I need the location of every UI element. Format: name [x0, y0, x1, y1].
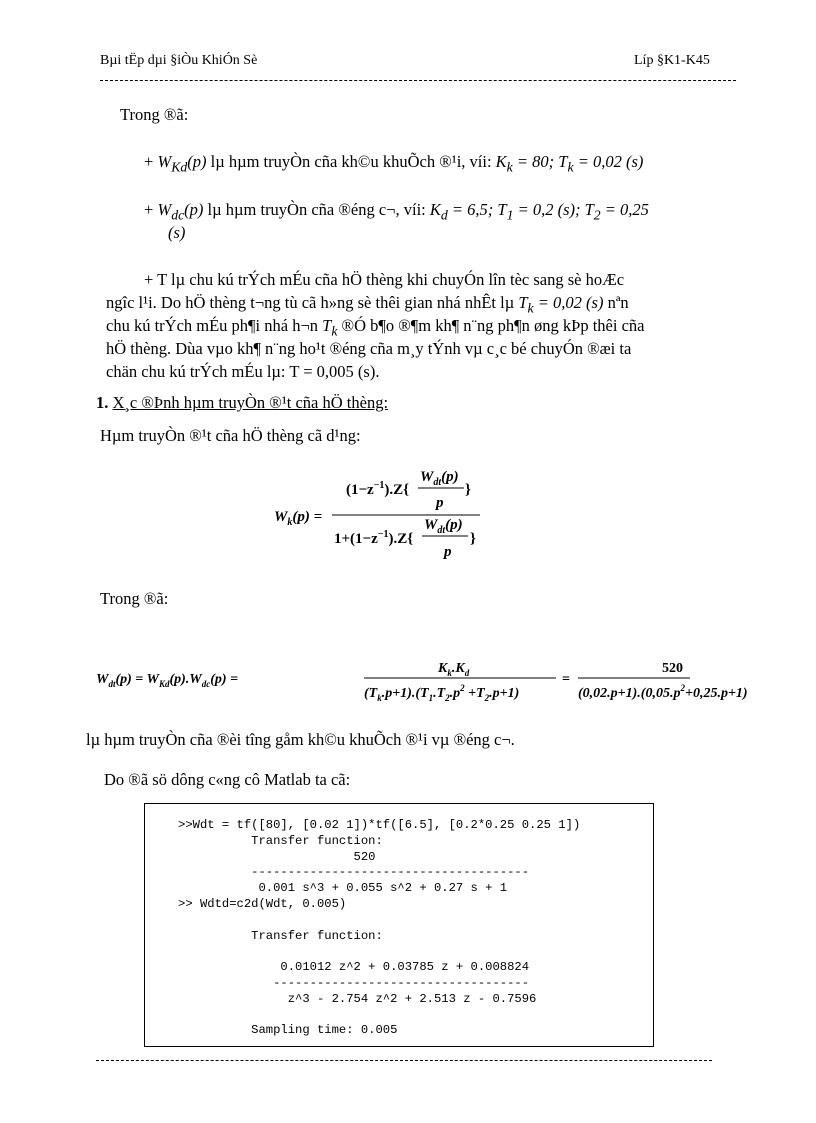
bullet-1-params-2: = 0,02 (s): [573, 152, 644, 171]
para-line-3-t: T: [322, 316, 332, 335]
para-line-3-t-sub: k: [331, 323, 338, 339]
matlab-line: 520: [178, 849, 376, 864]
bullet-2-symbol: W: [157, 200, 172, 219]
para-line-1: + T lµ chu kú trÝch mÉu cña hÖ thèng khi chuyÓn lîn tèc sang sè hoÆc: [144, 270, 625, 289]
matlab-line: Transfer function:: [178, 928, 383, 943]
bullet-2-marker: +: [144, 200, 158, 219]
matlab-line: Transfer function:: [178, 833, 383, 848]
para-line-2d: nªn: [603, 293, 629, 312]
bullet-1-k: K: [495, 152, 507, 171]
bullet-1-k-sub: k: [506, 159, 513, 175]
matlab-line: 0.01012 z^2 + 0.03785 z + 0.008824: [178, 960, 530, 975]
f1-num-close: }: [465, 482, 471, 498]
matlab-line: Sampling time: 0.005: [178, 1023, 398, 1038]
do-do-text: Do ®ã sö dông c«ng cô Matlab ta cã:: [104, 770, 351, 789]
bullet-2-t2-rest: = 0,25: [600, 200, 649, 219]
matlab-line: >>Wdt = tf([80], [0.02 1])*tf([6.5], [0.2*0.25 0.25 1]): [178, 818, 581, 832]
para-line-3a: chu kú trÝch mÉu ph¶i nhá h¬n: [106, 316, 323, 335]
bullet-1-sub: Kd: [171, 159, 188, 175]
matlab-line: 0.001 s^3 + 0.055 s^2 + 0.27 s + 1: [178, 881, 508, 896]
f1-lhs: $W_k(p)$ =: [274, 509, 323, 528]
bullet-1: [144, 151, 643, 178]
para-line-3c: ®Ó b¶o ®¶m kh¶ n¨ng ph¶n øng kÞp thêi cña: [337, 316, 645, 335]
formula-closed-loop: [260, 465, 520, 575]
bullet-2-t1-sub: 1: [506, 207, 514, 223]
para-line-4: hÖ thèng. Dùa vµo kh¶ n¨ng ho¹t ®éng cña m¸y tÝnh vµ c¸c bé chuyÓn ®æi ta: [106, 339, 632, 358]
bullet-1-t-sub: k: [567, 159, 574, 175]
bullet-2-sub: dc: [171, 207, 185, 223]
bullet-1-symbol: W: [157, 152, 172, 171]
f2-num2: 520: [662, 661, 683, 676]
bullet-2-k: K: [429, 200, 441, 219]
para-line-2a: ngîc l¹i. Do hÖ thèng t¬ng tù cã h»ng sè thêi gian nhá nhÊt lµ: [106, 293, 519, 312]
section-number: 1.: [96, 393, 109, 412]
f1-den-close: }: [470, 531, 476, 547]
bullet-1-marker: +: [144, 152, 158, 171]
para-line-2-t-sub: k: [527, 300, 534, 316]
f2-den1: $(T_k.p+1).(T_1.T_2.p^2 +T_2.p+1)$: [364, 683, 520, 703]
f1-num-left: $(1-z^{-1}).Z${: [346, 480, 410, 498]
f1-den-frac-top: $W_{dt}(p)$: [424, 517, 463, 536]
formula-plant: [94, 650, 748, 706]
bullet-1-params: = 80; T: [512, 152, 568, 171]
trong-do-2: Trong ®ã:: [100, 589, 169, 608]
bullet-2-arg: (p): [184, 200, 204, 219]
bullet-1-text: lµ hµm truyÒn cña kh©u khuÕch ®¹i, víi:: [206, 152, 496, 171]
header-divider: [100, 80, 736, 81]
f1-num-frac-top: $W_{dt}(p)$: [420, 469, 459, 488]
header-right: Líp §K1-K45: [634, 53, 710, 68]
bullet-1-arg: (p): [187, 152, 207, 171]
matlab-line: z^3 - 2.754 z^2 + 2.513 z - 0.7596: [178, 991, 537, 1006]
header-left: Bµi tËp dµi §iÒu KhiÓn Sè: [100, 53, 258, 68]
f2-num1: $K_k.K_d$: [438, 661, 470, 678]
f1-den-left: $1+(1-z^{-1}).Z${: [334, 529, 414, 547]
bullet-2-text: lµ hµm truyÒn cña ®éng c¬, víi:: [203, 200, 430, 219]
bullet-2-t1-rest: = 0,2 (s); T: [513, 200, 594, 219]
la-ham-text: lµ hµm truyÒn cña ®èi tîng gåm kh©u khuÕch ®¹i vµ ®éng c¬.: [86, 730, 515, 749]
section-heading: [96, 392, 388, 414]
para-line-5: chän chu kú trÝch mÉu lµ: T = 0,005 (s).: [106, 362, 380, 381]
section-title: X¸c ®Þnh hµm truyÒn ®¹t cña hÖ thèng:: [112, 393, 389, 412]
f1-den-frac-bottom: p: [444, 544, 452, 560]
para-line-2-value: = 0,02 (s): [533, 293, 604, 312]
bullet-2-line2: (s): [168, 223, 186, 242]
f1-num-frac-bottom: p: [436, 495, 444, 511]
footer-divider: [96, 1060, 712, 1061]
f2-lhs: $W_{dt}(p) = W_{Kd}(p).W_{dc}(p)$ =: [96, 672, 239, 689]
matlab-output: [178, 818, 580, 1039]
matlab-line: --------------------------------------: [178, 865, 530, 880]
bullet-2: [144, 199, 649, 226]
f2-den2: $(0,02.p+1).(0,05.p^2+0,25.p+1)$: [578, 683, 748, 701]
hamtruyen-text: Hµm truyÒn ®¹t cña hÖ thèng cã d¹ng:: [100, 426, 361, 445]
para-line-2-t: T: [518, 293, 528, 312]
matlab-line: -----------------------------------: [178, 975, 530, 990]
bullet-2-k-rest: = 6,5; T: [447, 200, 507, 219]
matlab-line: >> Wdtd=c2d(Wdt, 0.005): [178, 896, 347, 911]
f2-eq: =: [562, 672, 570, 687]
bullet-2-k-sub: d: [440, 207, 448, 223]
bullet-2-t2-sub: 2: [593, 207, 601, 223]
trong-do-label: Trong ®ã:: [120, 105, 189, 124]
